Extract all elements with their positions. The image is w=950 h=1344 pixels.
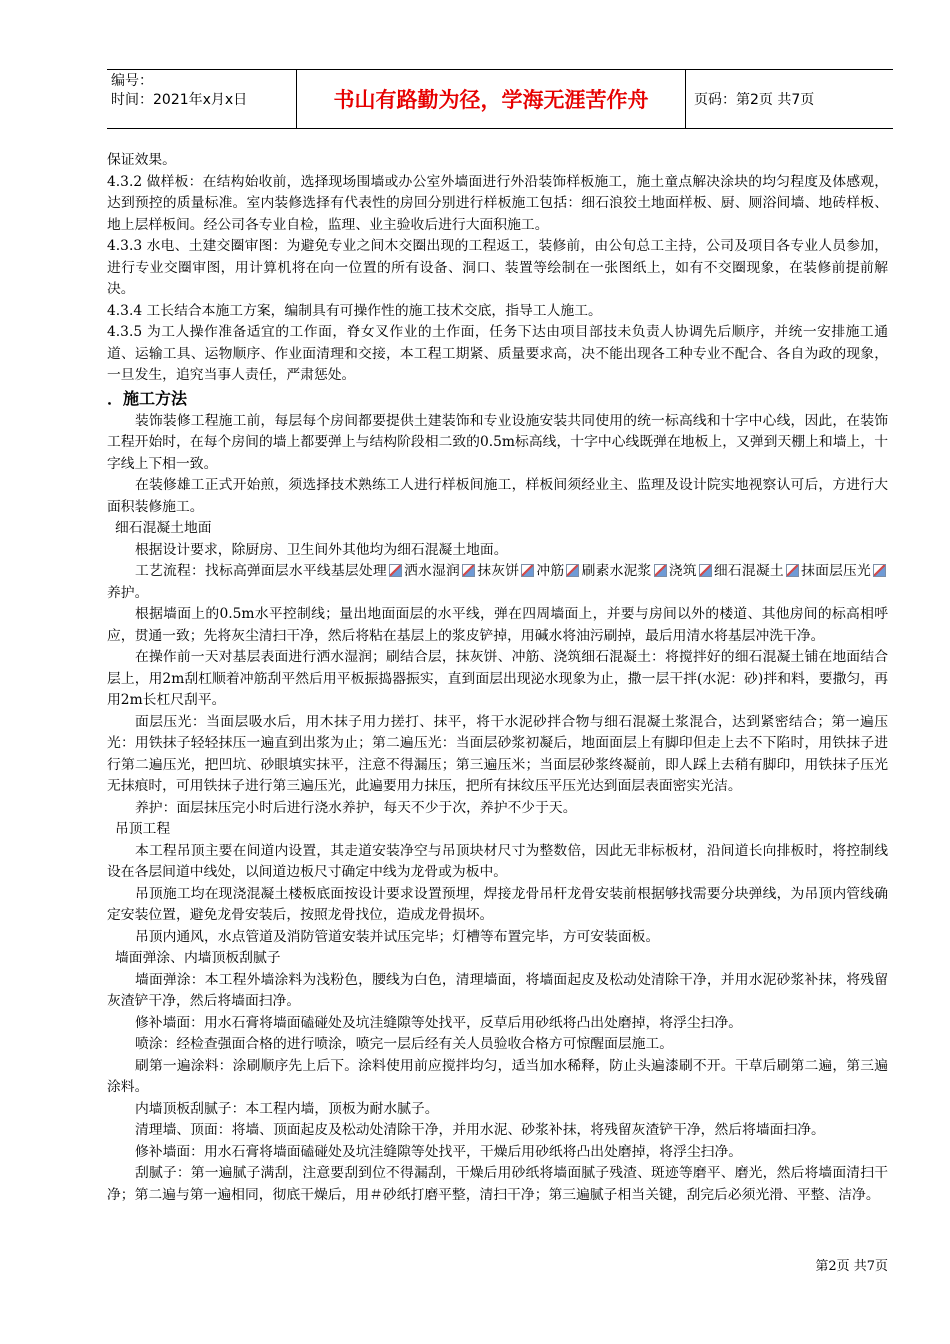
paragraph: 4.3.4 工长结合本施工方案，编制具有可操作性的施工技术交底，指导工人施工。 [107,302,602,319]
flow-step: 抹面层压光 [800,563,872,579]
document-body [107,150,888,1206]
paragraph: 在操作前一天对基层表面进行洒水湿润；刷结合层，抹灰饼、冲筋、浇筑细石混凝土：将搅拌好的细石混凝土铺在地面结合层上，用2m刮杠顺着冲筋刮平然后用平板振捣器振实，直到面层出现泌水现象为止，撒一层干拌(水泥：砂)拌和料，要撒匀，再用2m长杠尺刮平。 [107,649,888,708]
paragraph: 刮腻子：第一遍腻子满刮，注意要刮到位不得漏刮，干燥后用砂纸将墙面腻子残渣、斑迹等磨平、磨光，然后将墙面清扫干净；第二遍与第一遍相同，彻底干燥后，用＃砂纸打磨平整，清扫干净；第三遍腻子相当关键，刮完后必须光滑、平整、洁净。 [107,1165,888,1203]
flow-step: 抹灰饼 [477,563,520,579]
paragraph: 吊顶施工均在现浇混凝土楼板底面按设计要求设置预埋，焊接龙骨吊杆龙骨安装前根据够找需要分块弹线，为吊顶内管线确定安装位置，避免龙骨安装后，按照龙骨找位，造成龙骨损坏。 [107,885,888,923]
paragraph: 清理墙、顶面：将墙、顶面起皮及松动处清除干净，并用水泥、砂浆补抹，将残留灰渣铲干净，然后将墙面扫净。 [135,1122,825,1138]
paragraph: 面层压光：当面层吸水后，用木抹子用力搓打、抹平，将干水泥砂拌合物与细石混凝土浆混合，达到紧密结合；第一遍压光：用铁抹子轻轻抹压一遍直到出浆为止；第二遍压光：当面层砂浆初凝后，地面面层上有脚印但走上去不下陷时，用铁抹子进行第二遍压光，把凹坑、砂眼填实抹平，注意不得漏压；第三遍压米；当面层砂浆终凝前，即人踩上去稍有脚印，用铁抹子压光无抹痕时，可用铁抹子进行第三遍压光，此遍要用力抹压，把所有抹纹压平压光达到面层表面密实光洁。 [107,713,888,794]
paragraph: 保证效果。 [107,152,176,168]
paragraph: 4.3.3 水电、土建交圈审图：为避免专业之间木交圈出现的工程返工，装修前，由公旬总工主持，公司及项目各专业人员参加，进行专业交圈审图，用计算机将在向一位置的所有设备、洞口、装置等绘制在一张图纸上，如有不交圈现象，在装修前提前解决。 [107,238,888,297]
broken-image-icon [566,564,579,577]
flow-step: 刷素水泥浆 [581,563,652,579]
flow-step: 细石混凝土 [713,563,784,579]
broken-image-icon [521,564,534,577]
header-meta [107,70,297,128]
header-motto: 书山有路勤为径，学海无涯苦作舟 [297,70,686,128]
broken-image-icon [654,564,667,577]
subsection-heading: 细石混凝土地面 [115,520,212,536]
header-page-number: 页码：第2页 共7页 [694,92,815,108]
subsection-heading: 吊顶工程 [115,821,171,837]
paragraph: 装饰装修工程施工前，每层每个房间都要提供土建装饰和专业设施安装共同使用的统一标高线和十字中心线，因此，在装饰工程开始时，在每个房间的墙上都要弹上与结构阶段相二致的0.5m标高线，十字中心线既弹在地板上，又弹到天棚上和墙上，十字线上下相一致。 [107,412,888,472]
paragraph: 修补墙面：用水石膏将墙面磕碰处及坑洼缝隙等处找平，反草后用砂纸将凸出处磨掉，将浮尘扫净。 [135,1014,743,1031]
broken-image-icon [873,564,886,577]
paragraph: 吊顶内通风，水点管道及消防管道安装并试压完毕；灯槽等布置完毕，方可安装面板。 [135,928,660,945]
process-flow [107,561,888,604]
paragraph: 4.3.2 做样板：在结构始收前，选择现场围墙或办公室外墙面进行外沿装饰样板施工，施土童点解决涂块的均匀程度及体感观，达到预控的质量标准。室内装修选择有代表性的房回分别进行样板施工包括：细石浪狡土地面样板、厨、厕浴间墙、地砖样板、地上层样板间。经公司各专业自检，监理、业主验收后进行大面积施工。 [107,173,888,233]
page-header [107,69,893,129]
section-heading: ．施工方法 [107,388,188,408]
flow-step: 冲筋 [536,563,565,579]
flow-step: 浇筑 [668,563,697,579]
flow-step: 洒水湿润 [403,563,461,579]
broken-image-icon [786,564,799,577]
paragraph: 养护：面层抹压完小时后进行浇水养护，每天不少于次，养护不少于天。 [135,799,577,816]
paragraph: 根据墙面上的0.5m水平控制线；量出地面面层的水平线，弹在四周墙面上，并要与房间以外的楼道、其他房间的标高相呼应，贯通一致；先将灰尘清扫干净，然后将粘在基层上的浆皮铲掉，用碱水将油污刷掉，最后用清水将基层冲洗干净。 [107,606,888,644]
document-time: 时间：2021年x月x日 [111,92,248,108]
paragraph: 在装修雄工正式开始煎，须选择技术熟练工人进行样板间施工，样板间须经业主、监理及设计院实地视察认可后，方进行大面积装修施工。 [107,477,888,515]
page-footer: 第2页 共7页 [815,1259,888,1274]
broken-image-icon [699,564,712,577]
flow-step: 工艺流程：找标高弹面层水平线基层处理 [135,563,387,579]
paragraph: 刷第一遍涂料：涂刷顺序先上后下。涂料使用前应搅拌均匀，适当加水稀释，防止头遍漆刷不开。干草后刷第二遍，第三遍涂料。 [107,1057,888,1095]
paragraph: 4.3.5 为工人操作准备适宜的工作面，脊女叉作业的土作面，任务下达由项目部技未负责人协调先后顺序，并统一安排施工通道、运输工具、运物顺序、作业面清理和交接，本工程工期紧、质量要求高，决不能出现各工种专业不配合、各自为政的现象，一旦发生，追究当事人责任，严肃惩处。 [107,324,888,383]
document-number-label: 编号： [111,73,153,89]
paragraph: 墙面弹涂：本工程外墙涂料为浅粉色，腰线为白色，清理墙面，将墙面起皮及松动处清除干净，并用水泥砂浆补抹，将残留灰渣铲干净，然后将墙面扫净。 [107,971,888,1009]
paragraph: 修补墙面：用水石膏将墙面磕碰处及坑洼缝隙等处找平，干燥后用砂纸将凸出处磨掉，将浮尘扫净。 [135,1143,743,1160]
paragraph: 根据设计要求，除厨房、卫生间外其他均为细石混凝土地面。 [135,541,508,558]
paragraph: 本工程吊顶主要在间道内设置，其走道安装净空与吊顶块材尺寸为整数倍，因此无非标板材，沿间道长向排板时，将控制线设在各层间道中线处，以间道边板尺寸确定中线为龙骨或为板中。 [107,842,888,880]
broken-image-icon [462,564,475,577]
subsection-heading: 墙面弹涂、内墙顶板刮腻子 [115,950,281,966]
paragraph: 内墙顶板刮腻子：本工程内墙，顶板为耐水腻子。 [135,1100,439,1117]
broken-image-icon [389,564,402,577]
paragraph: 喷涂：经检查强面合格的进行喷涂，喷完一层后经有关人员验收合格方可惊醒面层施工。 [135,1036,674,1052]
flow-step: 养护。 [107,584,149,601]
